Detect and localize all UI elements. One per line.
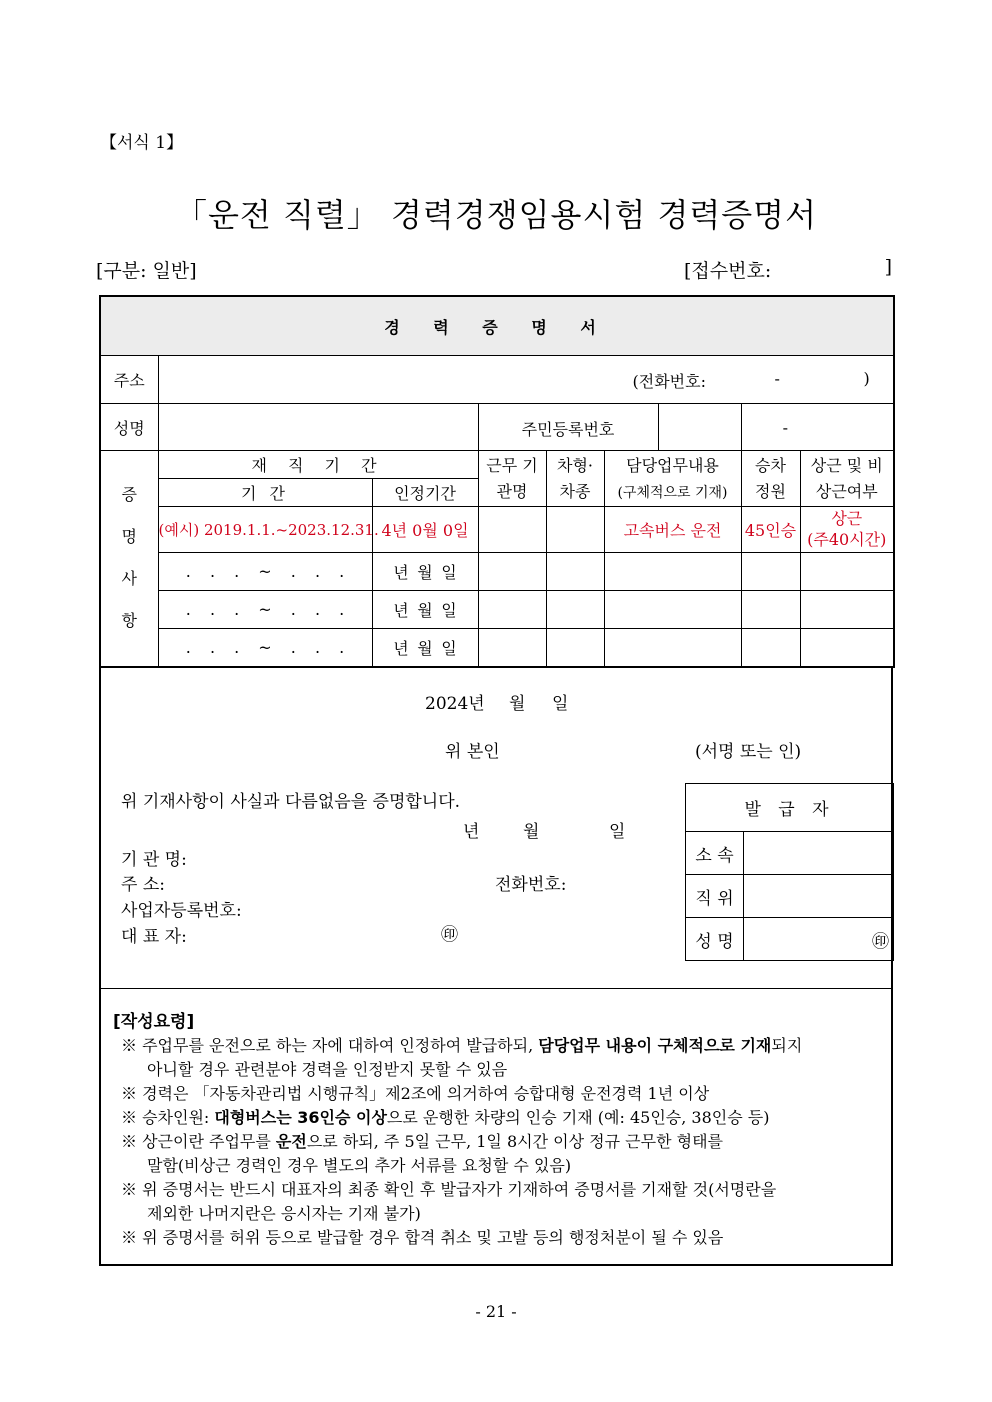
id-label: 주민등록번호: [521, 420, 615, 439]
duty-label-sub: (구체적으로 기재): [617, 484, 728, 501]
note-3: ※ 승차인원: 대형버스는 36인승 이상으로 운행한 차량의 인승 기재 (예: 45인승, 38인승 등): [121, 1108, 770, 1127]
example-period: (예시) 2019.1.1.~2023.12.31.: [158, 507, 372, 553]
blank-cell[interactable]: [741, 629, 800, 667]
receipt-number: [684, 256, 892, 283]
side-char: 항: [121, 611, 137, 631]
issuer-name-label: 성 명: [686, 918, 744, 961]
certify-text: 위 기재사항이 사실과 다름없음을 증명합니다.: [121, 792, 461, 812]
vehicle-label: 차형· 차종: [546, 451, 604, 507]
recognized-label: 인정기간: [372, 479, 478, 507]
issuer-seal-icon: ㊞: [872, 931, 890, 952]
address-label: 주소: [100, 356, 158, 404]
blank-period[interactable]: . . . ~ . . .: [158, 591, 372, 629]
example-recognized: 4년 0월 0일: [372, 507, 478, 553]
date-day: 일: [552, 694, 569, 714]
blank-cell[interactable]: [604, 591, 741, 629]
duty-label-main: 담당업무내용: [626, 455, 719, 475]
side-char: 사: [121, 569, 137, 589]
table-row: [100, 629, 894, 667]
org-label: 기 관 명:: [121, 850, 187, 870]
blank-cell[interactable]: [546, 553, 604, 591]
sign-label[interactable]: (서명 또는 인): [695, 742, 802, 762]
fulltime-label: 상근 및 비상근여부: [800, 451, 894, 507]
blank-cell[interactable]: [741, 591, 800, 629]
table-row: [100, 553, 894, 591]
rep-seal-icon: ㊞: [441, 925, 458, 945]
blank-recognized[interactable]: 년 월 일: [372, 629, 478, 667]
document-title: 「운전 직렬」 경력경쟁임용시험 경력증명서: [174, 196, 818, 234]
example-agency[interactable]: [478, 507, 546, 553]
issue-month: 월: [523, 822, 540, 842]
issuer-affiliation-field[interactable]: [744, 832, 894, 875]
phone-label: (전화번호:: [632, 372, 706, 391]
issuer-affiliation-label: 소 속: [686, 832, 744, 875]
blank-period[interactable]: . . . ~ . . .: [158, 629, 372, 667]
instructions-section: [99, 989, 893, 1266]
agency-label: 근무 기관명: [478, 451, 546, 507]
blank-cell[interactable]: [478, 591, 546, 629]
capacity-label: 승차 정원: [741, 451, 800, 507]
side-char: 명: [121, 527, 137, 547]
period-label: 기 간: [158, 479, 372, 507]
duty-label: [604, 451, 741, 507]
date-year: 2024년: [425, 694, 485, 714]
blank-cell[interactable]: [478, 553, 546, 591]
note-5: ※ 위 증명서는 반드시 대표자의 최종 확인 후 발급자가 기재하여 증명서를 기재할 것(서명란을: [121, 1180, 777, 1199]
category-label: [구분: 일반]: [96, 260, 197, 282]
rep-label: 대 표 자:: [121, 927, 187, 947]
receipt-close: ]: [884, 256, 892, 278]
table-header: 경 력 증 명 서: [100, 296, 894, 356]
address2-label: 주 소:: [121, 875, 165, 895]
blank-cell[interactable]: [478, 629, 546, 667]
blank-cell[interactable]: [604, 553, 741, 591]
issuer-header: 발 급 자: [686, 784, 894, 832]
issuer-position-field[interactable]: [744, 875, 894, 918]
issuer-position-label: 직 위: [686, 875, 744, 918]
name-field[interactable]: [158, 404, 478, 451]
name-label: 성명: [100, 404, 158, 451]
page-number: - 21 -: [475, 1302, 517, 1321]
example-capacity: 45인승: [741, 507, 800, 553]
instructions-title: [작성요령]: [113, 1012, 195, 1032]
period-group-label: 재 직 기 간: [158, 451, 478, 479]
table-row: [100, 591, 894, 629]
blank-cell[interactable]: [800, 629, 894, 667]
blank-cell[interactable]: [604, 629, 741, 667]
blank-cell[interactable]: [546, 629, 604, 667]
blank-recognized[interactable]: 년 월 일: [372, 591, 478, 629]
phone-close: ): [863, 369, 870, 388]
issuer-table: [685, 783, 894, 961]
id-field[interactable]: [741, 404, 894, 451]
table-row: [100, 507, 894, 553]
note-6: ※ 위 증명서를 허위 등으로 발급할 경우 합격 취소 및 고발 등의 행정처분이 될 수 있음: [121, 1228, 724, 1247]
example-vehicle[interactable]: [546, 507, 604, 553]
note-5-cont: 제외한 나머지란은 응시자는 기재 불가): [147, 1204, 421, 1223]
blank-cell[interactable]: [800, 591, 894, 629]
note-4: ※ 상근이란 주업무를 운전으로 하되, 주 5일 근무, 1일 8시간 이상 정규 근무한 형태를: [121, 1132, 723, 1151]
self-label: 위 본인: [445, 742, 500, 762]
note-2: ※ 경력은 「자동차관리법 시행규칙」제2조에 의거하여 승합대형 운전경력 1년 이상: [121, 1084, 710, 1103]
side-char: 증: [121, 485, 137, 505]
receipt-label: [접수번호:: [684, 260, 772, 282]
issue-year: 년: [463, 822, 480, 842]
example-duty: 고속버스 운전: [604, 507, 741, 553]
example-fulltime: 상근 (주40시간): [800, 507, 894, 553]
side-label: [100, 451, 158, 667]
blank-cell[interactable]: [741, 553, 800, 591]
blank-cell[interactable]: [546, 591, 604, 629]
blank-recognized[interactable]: 년 월 일: [372, 553, 478, 591]
note-1-cont: 아니할 경우 관련분야 경력을 인정받지 못할 수 있음: [147, 1060, 508, 1079]
issuer-name-field[interactable]: [744, 918, 894, 961]
id-dash: -: [782, 417, 788, 437]
date-month: 월: [509, 694, 526, 714]
issue-day: 일: [609, 822, 626, 842]
blank-cell[interactable]: [800, 553, 894, 591]
certificate-table: [99, 295, 895, 668]
bizno-label: 사업자등록번호:: [121, 901, 242, 921]
phone-dash: -: [774, 369, 780, 388]
note-1: ※ 주업무를 운전으로 하는 자에 대하여 인정하여 발급하되, 담당업무 내용이 구체적으로 기재되지: [121, 1036, 803, 1055]
blank-period[interactable]: . . . ~ . . .: [158, 553, 372, 591]
address-field[interactable]: [158, 356, 894, 404]
form-number: 【서식 1】: [100, 133, 184, 153]
id-cell: [478, 404, 741, 451]
phone2-label: 전화번호:: [495, 875, 567, 895]
note-4-cont: 말함(비상근 경력인 경우 별도의 추가 서류를 요청할 수 있음): [147, 1156, 572, 1175]
